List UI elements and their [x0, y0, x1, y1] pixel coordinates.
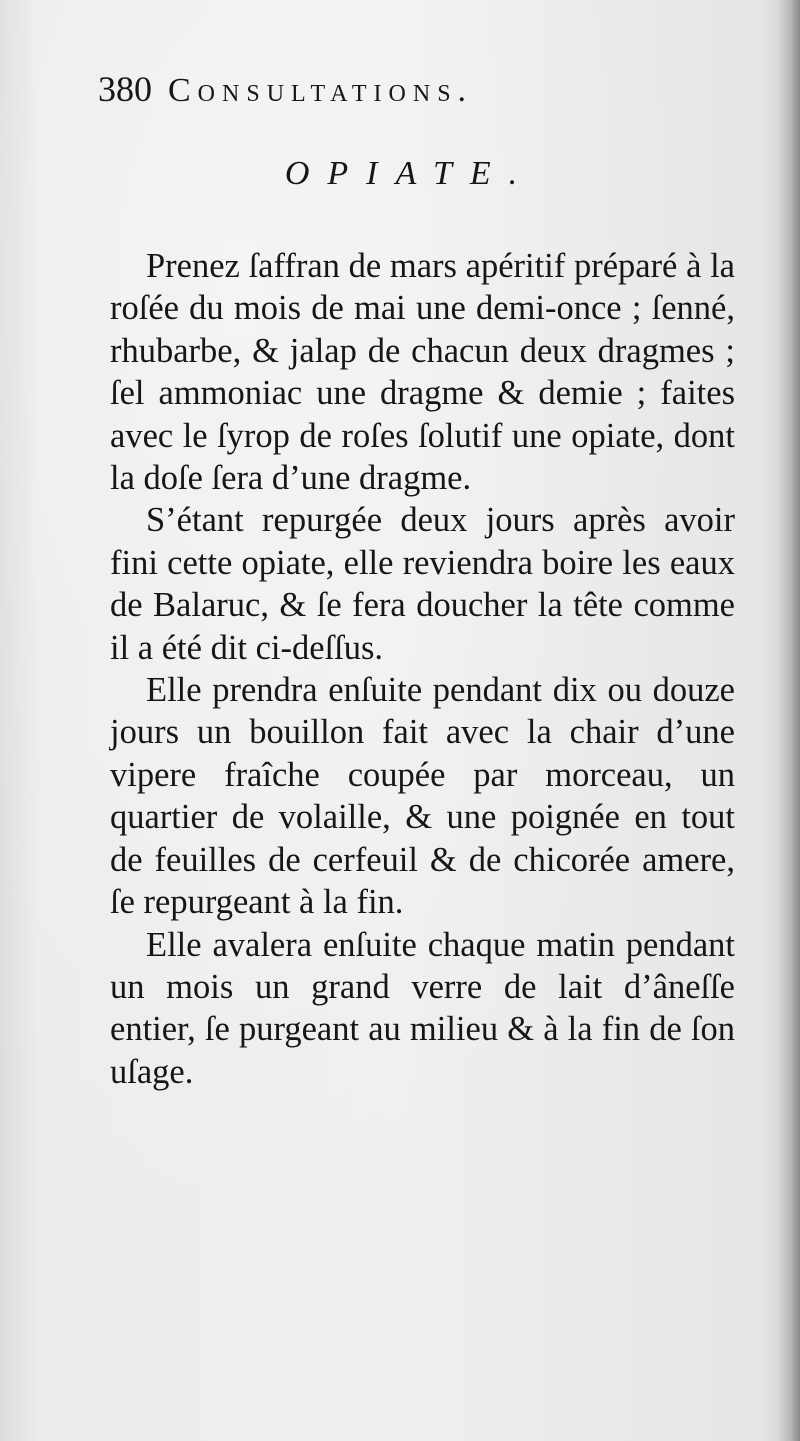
- paragraph: Elle avalera enſuite chaque matin pendant un mois un grand verre de lait d’âneſſe entier, ſe purgeant au milieu & à la fin de ſon uſage.: [110, 925, 735, 1091]
- page-number: 380: [98, 69, 152, 109]
- running-head-title: Consultations.: [168, 72, 474, 109]
- body-text: [110, 245, 735, 1093]
- page-gutter-shadow: [778, 0, 800, 1441]
- running-head: [98, 68, 473, 128]
- paragraph: S’étant repurgée deux jours après avoir fini cette opiate, elle reviendra boire les eaux de Balaruc, & ſe fera doucher la tête comme il a été dit ci-deſſus.: [110, 501, 735, 667]
- section-title: OPIATE.: [284, 155, 536, 192]
- paragraph: Prenez ſaffran de mars apéritif préparé à la roſée du mois de mai une demi-once ; ſenné, rhubarbe, & jalap de chacun deux dragmes ; ſel ammoniac une dragme & demie ; faites avec le ſyrop de roſes ſolutif une opiate, dont la doſe ſera d’une dragme.: [110, 247, 735, 498]
- paragraph: Elle prendra enſuite pendant dix ou douze jours un bouillon fait avec la chair d’une vipere fraîche coupée par morceau, un quartier de volaille, & une poignée en tout de feuilles de cerfeuil & de chicorée amere, ſe repurgeant à la fin.: [110, 671, 735, 922]
